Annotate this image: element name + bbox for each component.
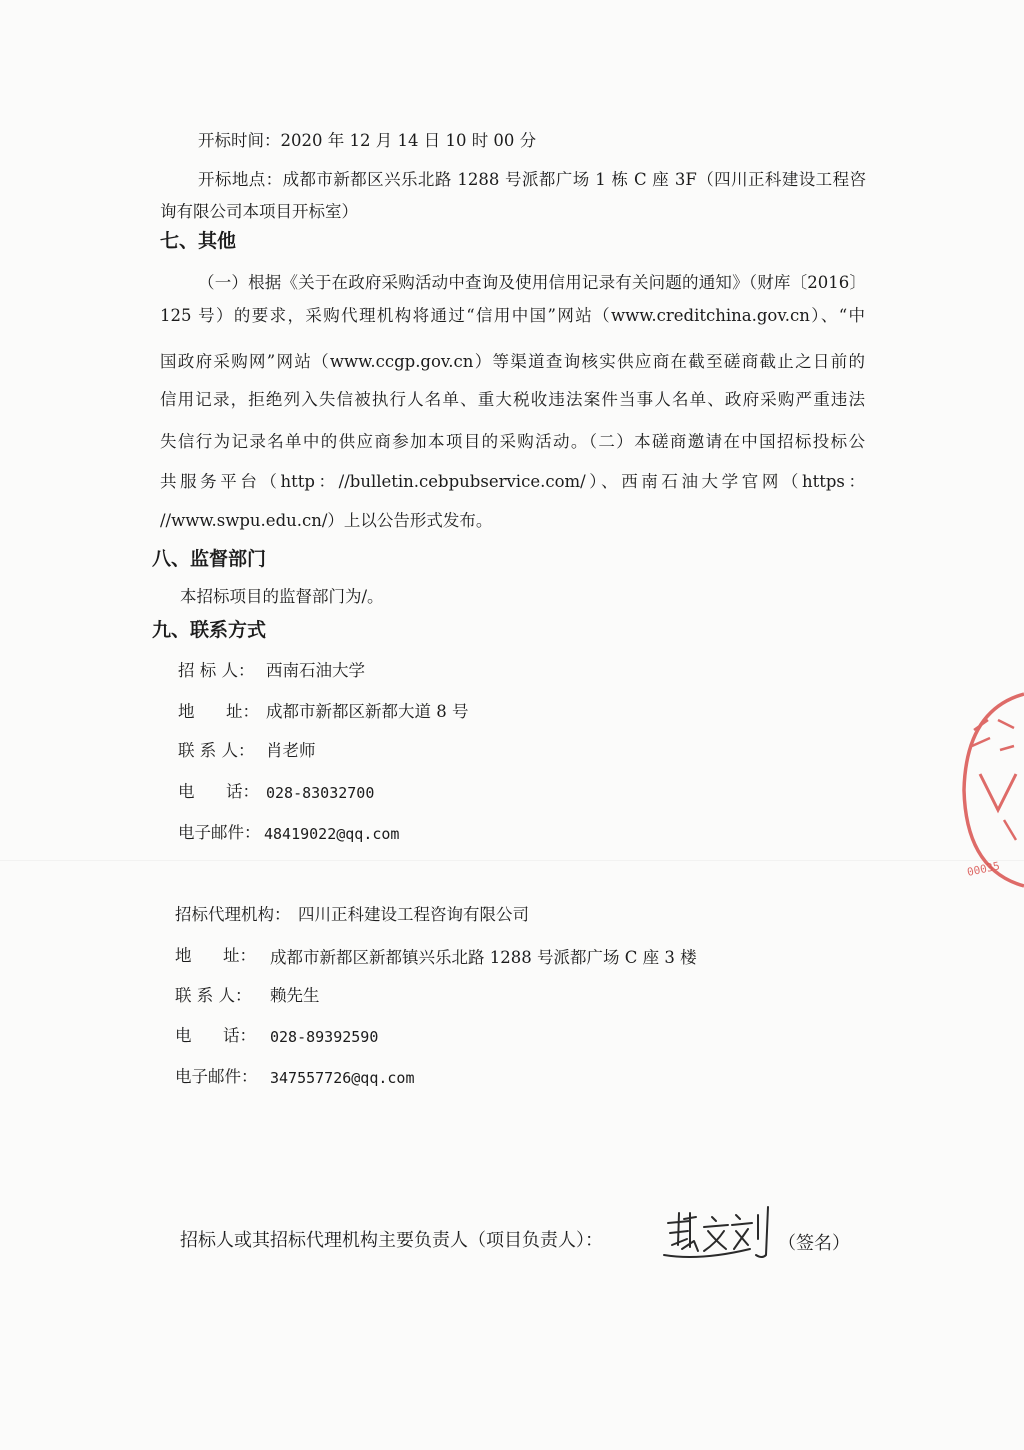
opening-time: 开标时间：2020 年 12 月 14 日 10 时 00 分 [198, 131, 537, 150]
page-fold-line [0, 860, 1024, 861]
section-9-heading: 九、联系方式 [152, 619, 267, 641]
agency-address-label: 地 址： [175, 946, 256, 965]
section-7-line-1: （一）根据《关于在政府采购活动中查询及使用信用记录有关问题的通知》（财库〔2016〕 [198, 273, 866, 292]
section-7-line-4: 信用记录，拒绝列入失信被执行人名单、重大税收违法案件当事人名单、政府采购严重违法 [160, 390, 865, 409]
tenderer-name-label: 招 标 人： [178, 661, 255, 680]
section-7-line-5: 失信行为记录名单中的供应商参加本项目的采购活动。（二）本磋商邀请在中国招标投标公 [160, 432, 865, 451]
opening-place-line1: 开标地点：成都市新都区兴乐北路 1288 号派都广场 1 栋 C 座 3F（四川正科建设工程咨 [198, 170, 866, 189]
agency-name: 四川正科建设工程咨询有限公司 [298, 905, 529, 924]
tenderer-phone: 028-83032700 [266, 784, 375, 802]
agency-phone: 028-89392590 [270, 1028, 379, 1046]
tenderer-contact-label: 联 系 人： [178, 741, 255, 760]
agency-phone-label: 电 话： [175, 1026, 256, 1045]
section-8-text: 本招标项目的监督部门为/。 [180, 587, 384, 606]
section-7-line-6: 共服务平台（http：//bulletin.cebpubservice.com/）、西南石油大学官网（https： [160, 472, 865, 491]
agency-name-label: 招标代理机构： [175, 905, 291, 924]
signoff-suffix: （签名） [778, 1233, 850, 1254]
section-7-line-3: 国政府采购网”网站（www.ccgp.gov.cn）等渠道查询核实供应商在截至磋商截止之日前的 [160, 352, 865, 371]
signoff-label: 招标人或其招标代理机构主要负责人（项目负责人）： [180, 1230, 603, 1251]
svg-text:00035: 00035 [965, 859, 1002, 879]
section-7-line-7: //www.swpu.edu.cn/）上以公告形式发布。 [160, 511, 493, 530]
section-7-heading: 七、其他 [160, 230, 237, 252]
handwritten-signature [660, 1205, 780, 1265]
tenderer-address-label: 地 址： [178, 702, 259, 721]
tenderer-email: 48419022@qq.com [264, 825, 400, 843]
agency-email: 347557726@qq.com [270, 1069, 415, 1087]
official-seal-stamp [958, 690, 1024, 890]
agency-contact-label: 联 系 人： [175, 986, 252, 1005]
tenderer-phone-label: 电 话： [178, 782, 259, 801]
tenderer-name: 西南石油大学 [266, 661, 365, 680]
tenderer-address: 成都市新都区新都大道 8 号 [266, 702, 469, 721]
agency-contact: 赖先生 [270, 986, 320, 1005]
agency-email-label: 电子邮件： [175, 1067, 258, 1086]
opening-place-line2: 询有限公司本项目开标室） [160, 202, 358, 221]
tenderer-contact: 肖老师 [266, 741, 316, 760]
section-7-line-2: 125 号）的要求，采购代理机构将通过“信用中国”网站（www.creditchina.gov.cn）、“中 [160, 306, 865, 325]
section-8-heading: 八、监督部门 [152, 548, 267, 570]
agency-address: 成都市新都区新都镇兴乐北路 1288 号派都广场 C 座 3 楼 [270, 948, 697, 967]
tenderer-email-label: 电子邮件： [178, 823, 261, 842]
